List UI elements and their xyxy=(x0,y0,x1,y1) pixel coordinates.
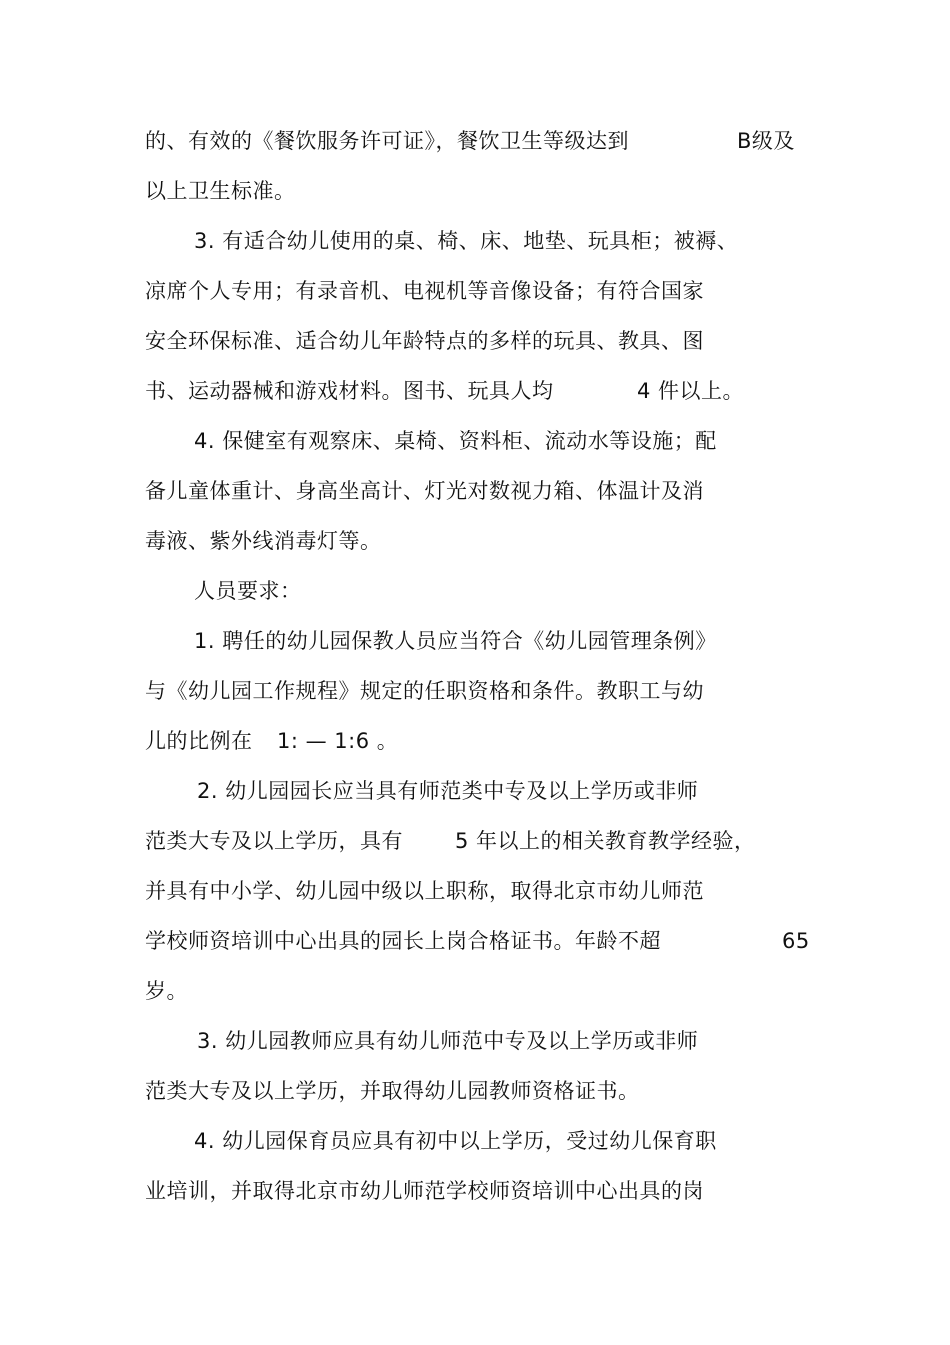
text-line-13: 2. 幼儿园园长应当具有师范类中专及以上学历或非师 xyxy=(197,779,699,803)
text-line-1: 的、有效的《餐饮服务许可证》，餐饮卫生等级达到 xyxy=(145,129,629,153)
text-line-5: 安全环保标准、适合幼儿年龄特点的多样的玩具、教具、图 xyxy=(145,329,704,353)
text-line-14: 范类大专及以上学历，具有 xyxy=(145,829,403,853)
text-line-2: 以上卫生标准。 xyxy=(145,179,296,203)
text-line-7: 4. 保健室有观察床、桌椅、资料柜、流动水等设施；配 xyxy=(194,429,717,453)
text-line-19: 范类大专及以上学历，并取得幼儿园教师资格证书。 xyxy=(145,1079,640,1103)
text-line-6-tail: 4 件以上。 xyxy=(637,379,745,403)
text-line-8: 备儿童体重计、身高坐高计、灯光对数视力箱、体温计及消 xyxy=(145,479,704,503)
text-line-16: 学校师资培训中心出具的园长上岗合格证书。年龄不超 xyxy=(145,929,661,953)
text-line-16-age: 65 xyxy=(782,929,810,953)
text-line-14-tail: 5 年以上的相关教育教学经验， xyxy=(455,829,756,853)
text-line-18: 3. 幼儿园教师应具有幼儿师范中专及以上学历或非师 xyxy=(197,1029,699,1053)
text-line-20: 4. 幼儿园保育员应具有初中以上学历，受过幼儿保育职 xyxy=(194,1129,717,1153)
text-line-21: 业培训，并取得北京市幼儿师范学校师资培训中心出具的岗 xyxy=(145,1179,704,1203)
text-line-11: 与《幼儿园工作规程》规定的任职资格和条件。教职工与幼 xyxy=(145,679,704,703)
text-line-6: 书、运动器械和游戏材料。图书、玩具人均 xyxy=(145,379,554,403)
text-line-9: 毒液、紫外线消毒灯等。 xyxy=(145,529,382,553)
text-line-12: 儿的比例在 xyxy=(145,729,253,753)
text-line-4: 凉席个人专用；有录音机、电视机等音像设备；有符合国家 xyxy=(145,279,704,303)
text-line-10: 1. 聘任的幼儿园保教人员应当符合《幼儿园管理条例》 xyxy=(194,629,717,653)
section-heading: 人员要求： xyxy=(194,579,302,603)
text-line-1-tail: B级及 xyxy=(737,129,795,153)
text-line-3: 3. 有适合幼儿使用的桌、椅、床、地垫、玩具柜；被褥、 xyxy=(194,229,739,253)
text-line-17: 岁。 xyxy=(145,979,188,1003)
text-line-12-ratio: 1: — 1:6 。 xyxy=(277,729,399,753)
text-line-15: 并具有中小学、幼儿园中级以上职称，取得北京市幼儿师范 xyxy=(145,879,704,903)
